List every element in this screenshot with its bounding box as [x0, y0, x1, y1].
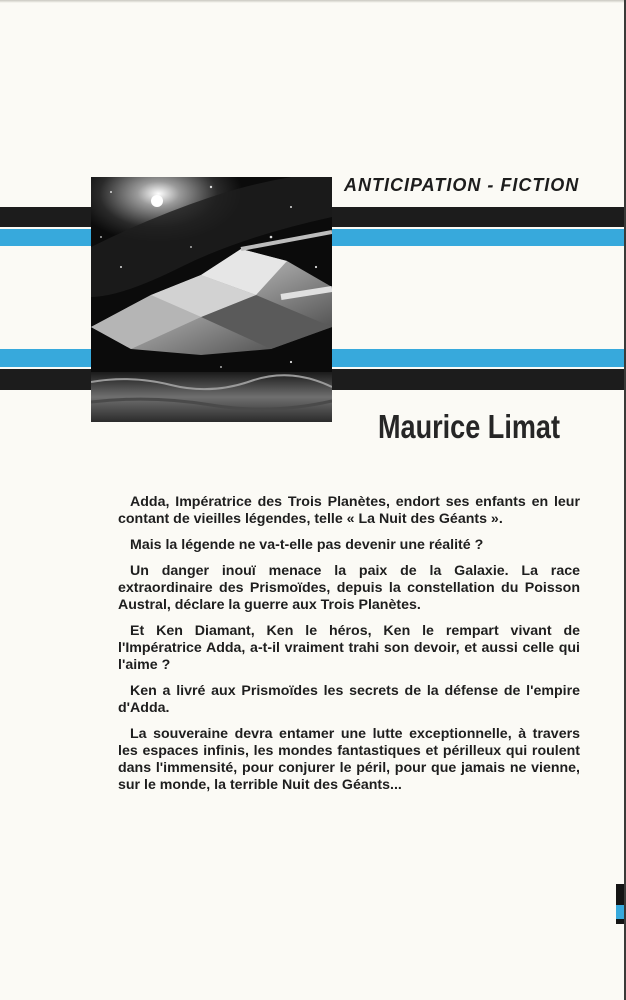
series-label: ANTICIPATION - FICTION — [344, 175, 580, 195]
blurb-paragraph: La souveraine devra entamer une lutte exceptionnelle, à travers les espaces infinis, les mondes fantastiques et périlleux qui roulent dans l'immensité, pour conjurer le péril, pour que jamais ne vienne, sur le monde, la terrible Nuit des Géants... — [118, 726, 580, 793]
blurb-paragraph: Un danger inouï menace la paix de la Galaxie. La race extraordinaire des Prismoïdes, depuis la constellation du Poisson Austral, déclare la guerre aux Trois Planètes. — [118, 563, 580, 613]
blurb-paragraph: Ken a livré aux Prismoïdes les secrets de la défense de l'empire d'Adda. — [118, 683, 580, 716]
blurb-paragraph: Mais la légende ne va-t-elle pas devenir une réalité ? — [130, 537, 484, 553]
space-crystal-ship-image — [91, 177, 332, 422]
author-name: Maurice Limat — [378, 408, 560, 445]
blurb-paragraph: Et Ken Diamant, Ken le héros, Ken le rempart vivant de l'Impératrice Adda, a-t-il vraiment trahi son devoir, et aussi celle qui l'aime ? — [118, 623, 580, 673]
spine-tab-mark-blue — [616, 905, 624, 919]
blurb-text — [118, 494, 580, 803]
cover-illustration — [91, 177, 332, 422]
page-top-edge — [0, 0, 626, 3]
blurb-paragraph: Adda, Impératrice des Trois Planètes, endort ses enfants en leur contant de vieilles légendes, telle « La Nuit des Géants ». — [118, 494, 580, 527]
